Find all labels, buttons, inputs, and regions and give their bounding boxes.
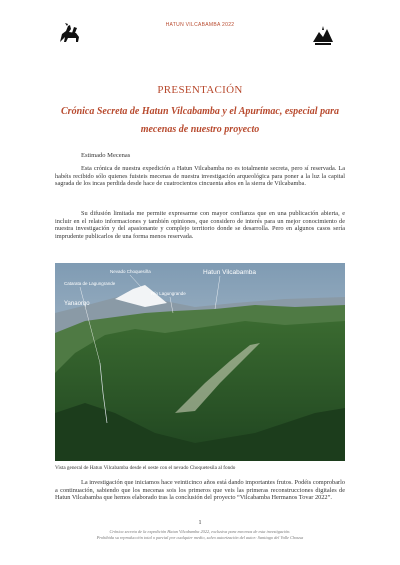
running-header: HATUN VILCABAMBA 2022 [165,22,235,28]
paragraph-intro: Esta crónica de nuestra expedición a Hatun Vilcabamba no es totalmente secreta, pero sí reservada. La habéis recibido sólo quienes fuisteis mecenas de nuestra investigación arqueológica para poner a la luz la capital sagrada de los incas perdida desde hace de cuatrocientos cincuenta años en la sierra de Vilcabamba. [55,165,345,188]
label-rio: Río Lagungrande [151,291,186,296]
label-nevado: Nevado Choquesiña [110,269,151,274]
footer-line-2: Prohibida su reproducción total o parcial por cualquier medio, salvo autorización del autor: Santiago del Valle Chousa [96,535,304,540]
label-yanaorqo: Yanaorqo [64,301,90,307]
salutation: Estimado Mecenas [81,152,131,159]
paragraph-diffusion: Su difusión limitada me permite expresarme con mayor confianza que en una publicación abierta, e incluir en el relato informaciones y también opiniones, que considero de interés para un mejor conocimiento de nuestra investigación y del apasionante y complejo territorio donde se desarrolla. Pero en algunos casos sería imprudente publicarlos de una forma menos reservada. [55,210,345,240]
landscape-photo [55,263,345,461]
page-number: 1 [198,520,202,526]
llama-rider-icon [54,22,84,48]
paragraph-results: La investigación que iniciamos hace veinticinco años está dando importantes frutos. Podéis comprobarlo a continuación, sabiendo que los mecenas sois los primeros que veis las primeras reconstrucciones digitales de Hatun Vilcabamba que hemos elaborado tras la conclusión del proyecto “Vilcabamba Hermanos Tovar 2022”. [55,479,345,502]
label-cascada: Catarata de Lagungrande [64,281,116,286]
footer-notice [40,529,360,541]
photo-caption: Vista general de Hatun Vilcabamba desde el oeste con el nevado Choquetesila al fondo [55,465,236,471]
mountain-emblem-icon [312,26,334,46]
document-subtitle: Crónica Secreta de Hatun Vilcabamba y el Apurímac, especial para mecenas de nuestro proyecto [61,106,339,135]
section-title: PRESENTACIÓN [157,84,243,96]
label-hatun: Hatun Vilcabamba [203,269,256,276]
footer-line-1: Crónica secreta de la expedición Hatun Vilcabamba 2022, exclusiva para mecenas de esta investigación. [109,529,291,534]
